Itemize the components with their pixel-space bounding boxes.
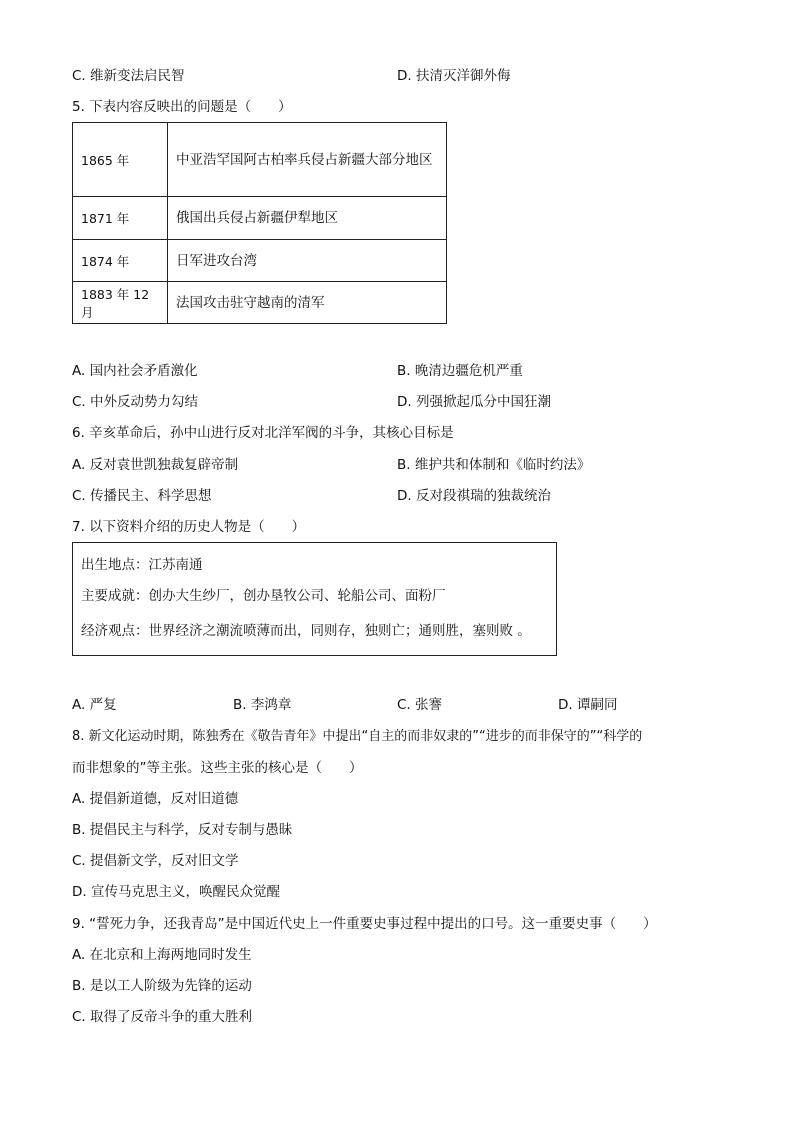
question-7-stem: 7. 以下资料介绍的历史人物是（ ） [72,519,306,535]
question-7-material-box [72,542,557,656]
table-cell-event: 法国攻击驻守越南的清军 [168,282,447,324]
option-d: D. 反对段祺瑞的独裁统治 [397,488,551,504]
option-c: C. 取得了反帝斗争的重大胜利 [72,1009,253,1025]
option-d: D. 列强掀起瓜分中国狂潮 [397,394,551,410]
option-d: D. 宣传马克思主义，唤醒民众觉醒 [72,884,280,900]
option-c: C. 提倡新文学，反对旧文学 [72,853,239,869]
option-a: A. 提倡新道德，反对旧道德 [72,791,239,807]
question-5-table [72,122,447,324]
question-8-stem-line-1: 8. 新文化运动时期，陈独秀在《敬告青年》中提出“自主的而非奴隶的”“进步的而非保守的”“科学的 [72,729,643,744]
table-cell-year: 1865 年 [73,123,168,197]
table-cell-year: 1871 年 [73,197,168,240]
table-row [73,197,447,240]
table-row [73,240,447,282]
question-6-stem: 6. 辛亥革命后，孙中山进行反对北洋军阀的斗争，其核心目标是 [72,425,454,441]
option-b: B. 李鸿章 [233,697,292,713]
option-a: A. 国内社会矛盾激化 [72,363,198,379]
table-cell-event: 日军进攻台湾 [168,240,447,282]
option-c: C. 中外反动势力勾结 [72,394,199,410]
material-line: 主要成就：创办大生纱厂，创办垦牧公司、轮船公司、面粉厂 [81,588,446,604]
option-b: B. 维护共和体制和《临时约法》 [397,457,591,473]
table-cell-year: 1874 年 [73,240,168,282]
option-b: B. 晚清边疆危机严重 [397,363,523,379]
option-a: A. 反对袁世凯独裁复辟帝制 [72,457,239,473]
option-b: B. 是以工人阶级为先锋的运动 [72,978,252,994]
table-row [73,123,447,197]
question-9-stem: 9. “誓死力争，还我青岛”是中国近代史上一件重要史事过程中提出的口号。这一重要史事（ ） [72,916,657,932]
question-5-stem: 5. 下表内容反映出的问题是（ ） [72,99,292,115]
question-8-stem-line-2: 而非想象的”等主张。这些主张的核心是（ ） [72,760,363,776]
table-cell-year: 1883 年 12 月 [73,282,168,324]
option-c: C. 维新变法启民智 [72,68,185,84]
option-c: C. 张謇 [397,697,443,713]
option-a: A. 在北京和上海两地同时发生 [72,947,252,963]
option-d: D. 谭嗣同 [558,697,618,713]
table-cell-event: 中亚浩罕国阿古柏率兵侵占新疆大部分地区 [168,123,447,197]
option-b: B. 提倡民主与科学，反对专制与愚昧 [72,822,293,838]
material-line: 经济观点：世界经济之潮流喷薄而出，同则存，独则亡；通则胜，塞则败 。 [81,623,531,639]
material-line: 出生地点：江苏南通 [81,557,203,573]
option-d: D. 扶清灭洋御外侮 [397,68,511,84]
option-c: C. 传播民主、科学思想 [72,488,212,504]
option-a: A. 严复 [72,697,117,713]
table-cell-event: 俄国出兵侵占新疆伊犁地区 [168,197,447,240]
table-row [73,282,447,324]
